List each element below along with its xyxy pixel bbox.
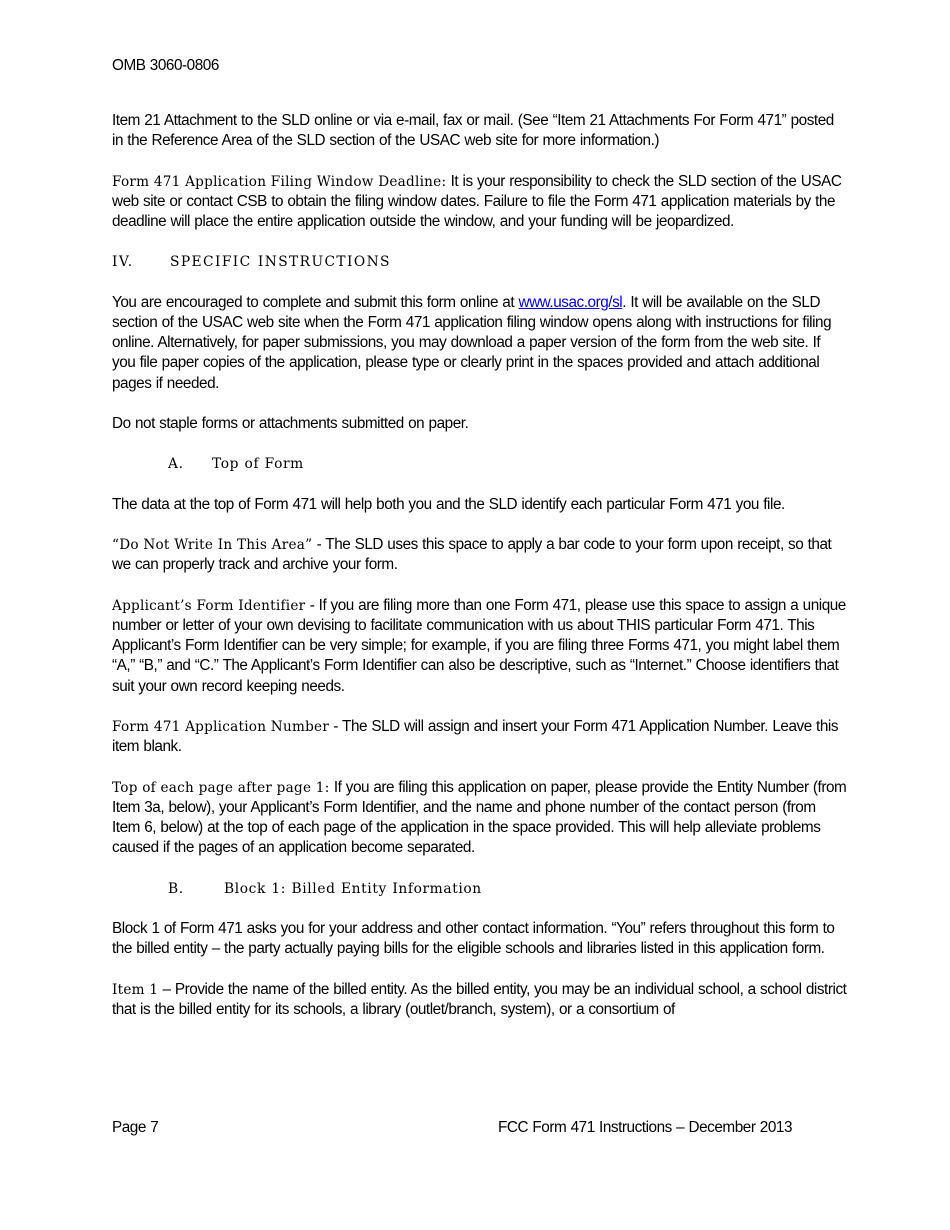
filing-window-deadline-text: It is your responsibility to check the SLD section of the USAC web site or contact CSB to obtain the filing window dates. Failure to file the Form 471 application materials by the deadline will place the entire application outside the window, and your funding will be jeopardized. [112,172,842,230]
complete-online-text-before: You are encouraged to complete and submit this form online at [112,293,519,311]
item-1-label: Item 1 [112,981,159,998]
section-title: SPECIFIC INSTRUCTIONS [170,254,391,271]
paragraph-application-number [112,717,847,757]
paragraph-do-not-staple: Do not staple forms or attachments submitted on paper. [112,414,469,432]
paragraph-item21-attachment: Item 21 Attachment to the SLD online or via e-mail, fax or mail. (See “Item 21 Attachments For Form 471” posted in the Reference Area of the SLD section of the USAC web site for more information.) [112,112,834,150]
paragraph-complete-online [112,293,847,394]
application-number-label: Form 471 Application Number [112,718,330,735]
paragraph-filing-window-deadline [112,172,847,233]
top-of-each-page-label: Top of each page after page 1: [112,779,330,796]
usac-sl-link[interactable]: www.usac.org/sl [518,293,623,311]
paragraph-top-of-form-data: The data at the top of Form 471 will help both you and the SLD identify each particular Form 471 you file. [112,495,785,513]
subheading-title-top-of-form: Top of Form [212,456,304,473]
paragraph-block-1-intro: Block 1 of Form 471 asks you for your address and other contact information. “You” refers throughout this form to the billed entity – the party actually paying bills for the eligible schools and libraries listed in this application form. [112,919,835,958]
paragraph-item-1 [112,980,847,1020]
item-1-text: – Provide the name of the billed entity. As the billed entity, you may be an individual school, a school district that is the billed entity for its schools, a library (outlet/branch, system), or a consortium of [112,980,847,1018]
paragraph-applicant-form-identifier [112,596,847,697]
filing-window-deadline-label: Form 471 Application Filing Window Deadline: [112,173,447,190]
do-not-write-label: “Do Not Write In This Area” [112,537,313,554]
applicant-form-identifier-text: - If you are filing more than one Form 471, please use this space to assign a unique number or letter of your own devising to facilitate communication with us about THIS particular Form 471. This Applicant’s Form Identifier can be very simple; for example, if you are filing three Forms 471, you might label them “A,” “B,” and “C.” The Applicant’s Form Identifier can also be descriptive, such as “Internet.” Choose identifiers that suit your own record keeping needs. [112,596,846,695]
subheading-top-of-form [112,454,847,474]
do-not-write-text: - The SLD uses this space to apply a bar code to your form upon receipt, so that we can properly track and archive your form. [112,536,832,574]
top-of-each-page-text: If you are filing this application on paper, please provide the Entity Number (from Item 3a, below), your Applicant’s Form Identifier, and the name and phone number of the contact person (from Item 6, below) at the top of each page of the application in the space provided. This will help alleviate problems caused if the pages of an application become separated. [112,778,847,857]
paragraph-do-not-write [112,535,847,575]
section-number: IV. [112,254,134,271]
section-heading-specific-instructions [112,252,847,272]
subheading-letter-b: B. [168,880,184,897]
document-body [112,111,847,1040]
subheading-title-block-1: Block 1: Billed Entity Information [224,880,482,897]
paragraph-top-of-each-page [112,778,847,859]
applicant-form-identifier-label: Applicant’s Form Identifier [112,597,306,614]
subheading-letter-a: A. [168,456,184,473]
footer-page-number: Page 7 [112,1119,159,1136]
application-number-text: - The SLD will assign and insert your Form 471 Application Number. Leave this item blank. [112,717,839,756]
omb-number: OMB 3060-0806 [112,57,219,74]
footer-form-title: FCC Form 471 Instructions – December 2013 [498,1119,793,1136]
complete-online-text-after: . It will be available on the SLD section of the USAC web site when the Form 471 application filing window opens along with instructions for filing online. Alternatively, for paper submissions, you may download a paper version of the form from the web site. If you file paper copies of the application, please type or clearly print in the spaces provided and attach additional pages if needed. [112,293,832,392]
subheading-block-1 [112,879,847,899]
